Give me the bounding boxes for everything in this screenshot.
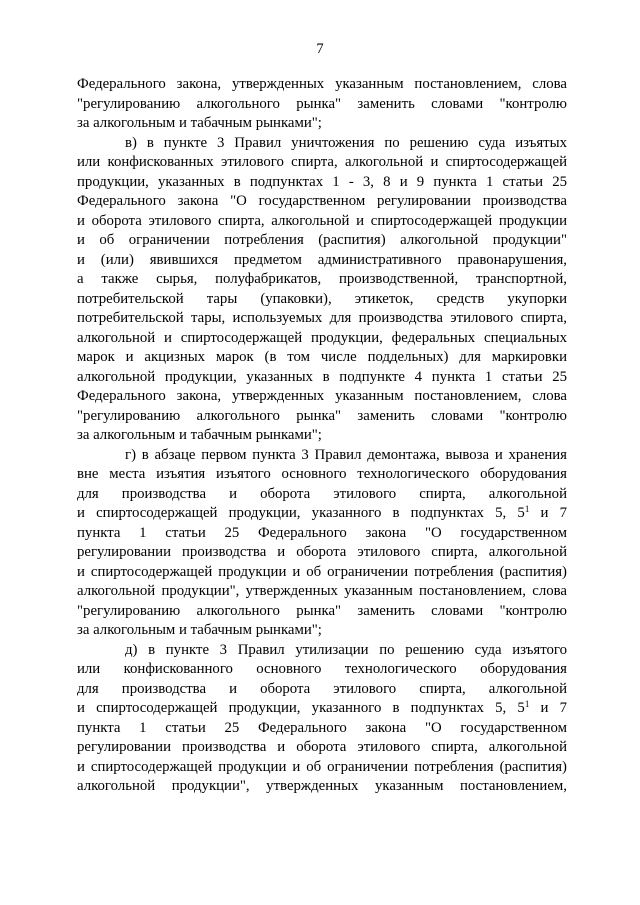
text-line: продукции, указанных в подпунктах 1 - 3, 8 и 9 пункта 1 статьи 25 [77, 173, 567, 190]
text-line: г) в абзаце первом пункта 3 Правил демонтажа, вывоза и хранения [125, 446, 567, 463]
document-body [77, 75, 567, 797]
text-line: и спиртосодержащей продукции и об ограничении потребления (распития) [77, 758, 567, 775]
text-line: за алкогольным и табачным рынками"; [77, 622, 322, 638]
text-line: а также сырья, полуфабрикатов, производственной, транспортной, [77, 271, 567, 287]
text-line: алкогольной продукции", утвержденных указанным постановлением, слова [77, 583, 567, 599]
text-line: для производства и оборота этилового спирта, алкогольной [77, 485, 567, 502]
text-line: "регулированию алкогольного рынка" заменить словами "контролю [77, 602, 567, 619]
text-line: регулировании производства и оборота этилового спирта, алкогольной [77, 739, 567, 755]
text-line: или конфискованного основного технологического оборудования [77, 661, 567, 677]
text-line: или конфискованных этилового спирта, алкогольной и спиртосодержащей [77, 154, 567, 170]
text-line: Федерального закона, утвержденных указанным постановлением, слова [77, 76, 567, 92]
text-line: "регулированию алкогольного рынка" заменить словами "контролю [77, 407, 567, 424]
text-line: алкогольной продукции, указанных в подпункте 4 пункта 1 статьи 25 [77, 368, 567, 385]
paragraph [77, 641, 567, 797]
text-fragment: и спиртосодержащей продукции, указанного в подпунктах 5, 5 [77, 700, 525, 716]
text-line: потребительской тары (упаковки), этикеток, средств укупорки [77, 290, 567, 307]
text-line: "регулированию алкогольного рынка" заменить словами "контролю [77, 95, 567, 112]
text-line: Федерального закона, утвержденных указанным постановлением, слова [77, 388, 567, 404]
text-line: алкогольной и спиртосодержащей продукции, федеральных специальных [77, 329, 567, 346]
text-line: и (или) явившихся предметом административного правонарушения, [77, 251, 567, 268]
text-line-with-superscript [77, 504, 567, 524]
superscript: 1 [524, 699, 530, 709]
superscript: 1 [524, 504, 530, 514]
text-line: за алкогольным и табачным рынками"; [77, 115, 322, 131]
paragraph [77, 446, 567, 641]
page-number: 7 [316, 41, 324, 57]
text-line: для производства и оборота этилового спирта, алкогольной [77, 680, 567, 697]
text-line: регулировании производства и оборота этилового спирта, алкогольной [77, 544, 567, 560]
paragraph [77, 134, 567, 446]
text-line: пункта 1 статьи 25 Федерального закона "О государственном [77, 524, 567, 541]
text-line: потребительской тары, используемых для производства этилового спирта, [77, 310, 567, 326]
paragraph [77, 75, 567, 134]
text-line: марок и акцизных марок (в том числе поддельных) для маркировки [77, 349, 567, 365]
text-line: вне места изъятия изъятого основного технологического оборудования [77, 466, 567, 482]
text-line: за алкогольным и табачным рынками"; [77, 427, 322, 443]
text-line: в) в пункте 3 Правил уничтожения по решению суда изъятых [125, 134, 567, 151]
text-line: алкогольной продукции", утвержденных указанным постановлением, [77, 778, 567, 794]
text-line: д) в пункте 3 Правил утилизации по решению суда изъятого [125, 641, 567, 658]
text-fragment: и спиртосодержащей продукции, указанного в подпунктах 5, 5 [77, 505, 525, 521]
text-line: и оборота этилового спирта, алкогольной и спиртосодержащей продукции [77, 212, 567, 229]
text-line: Федерального закона "О государственном регулировании производства [77, 193, 567, 209]
text-line: и спиртосодержащей продукции и об ограничении потребления (распития) [77, 563, 567, 580]
text-fragment: и 7 [540, 505, 567, 521]
text-line-with-superscript [77, 699, 567, 719]
text-fragment: и 7 [540, 700, 567, 716]
text-line: пункта 1 статьи 25 Федерального закона "О государственном [77, 719, 567, 736]
text-line: и об ограничении потребления (распития) алкогольной продукции" [77, 232, 567, 248]
